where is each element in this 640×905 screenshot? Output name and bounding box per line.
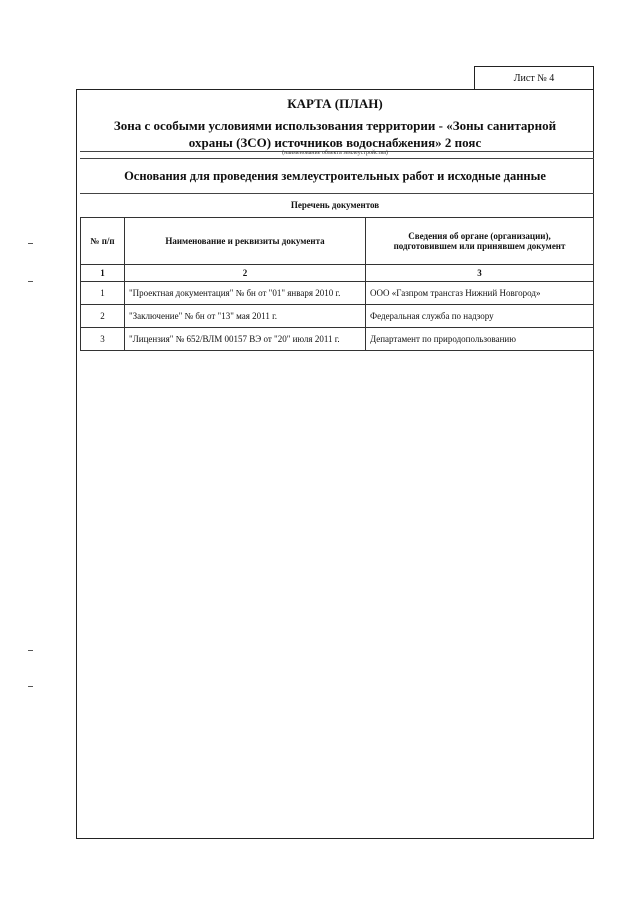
table-row: [81, 305, 594, 328]
document-org: Федеральная служба по надзору: [366, 305, 594, 328]
margin-mark: [28, 686, 33, 687]
object-caption: (наименование объекта землеустройства): [282, 150, 388, 156]
document-name: "Проектная документация" № бн от "01" января 2010 г.: [125, 282, 366, 305]
sheet-number: Лист № 4: [513, 73, 555, 84]
row-number: 2: [81, 305, 125, 328]
document-org: ООО «Газпром трансгаз Нижний Новгород»: [366, 282, 594, 305]
column-header: Сведения об органе (организации), подготовившем или принявшем документ: [366, 218, 594, 265]
column-number: 2: [125, 265, 366, 282]
documents-table: [80, 217, 594, 351]
column-header: № п/п: [81, 218, 125, 265]
list-title: Перечень документов: [290, 200, 380, 210]
column-number-row: [81, 265, 594, 282]
document-name: "Лицензия" № 652/ВЛМ 00157 ВЭ от "20" июля 2011 г.: [125, 328, 366, 351]
table-header-row: [81, 218, 594, 265]
row-number: 3: [81, 328, 125, 351]
margin-mark: [28, 281, 33, 282]
column-number: 1: [81, 265, 125, 282]
table-row: [81, 328, 594, 351]
document-name: "Заключение" № бн от "13" мая 2011 г.: [125, 305, 366, 328]
column-number: 3: [366, 265, 594, 282]
margin-mark: [28, 650, 33, 651]
object-name: Зона с особыми условиями использования территории - «Зоны санитарной охраны (ЗСО) источников водоснабжения» 2 пояс: [113, 118, 557, 150]
margin-mark: [28, 243, 33, 244]
page-title: КАРТА (ПЛАН): [287, 96, 383, 111]
document-org: Департамент по природопользованию: [366, 328, 594, 351]
divider: [80, 158, 594, 159]
table-row: [81, 282, 594, 305]
sheet-number-box: [474, 66, 594, 90]
section-title: Основания для проведения землеустроительных работ и исходные данные: [124, 169, 546, 183]
divider: [80, 193, 594, 194]
row-number: 1: [81, 282, 125, 305]
column-header: Наименование и реквизиты документа: [125, 218, 366, 265]
